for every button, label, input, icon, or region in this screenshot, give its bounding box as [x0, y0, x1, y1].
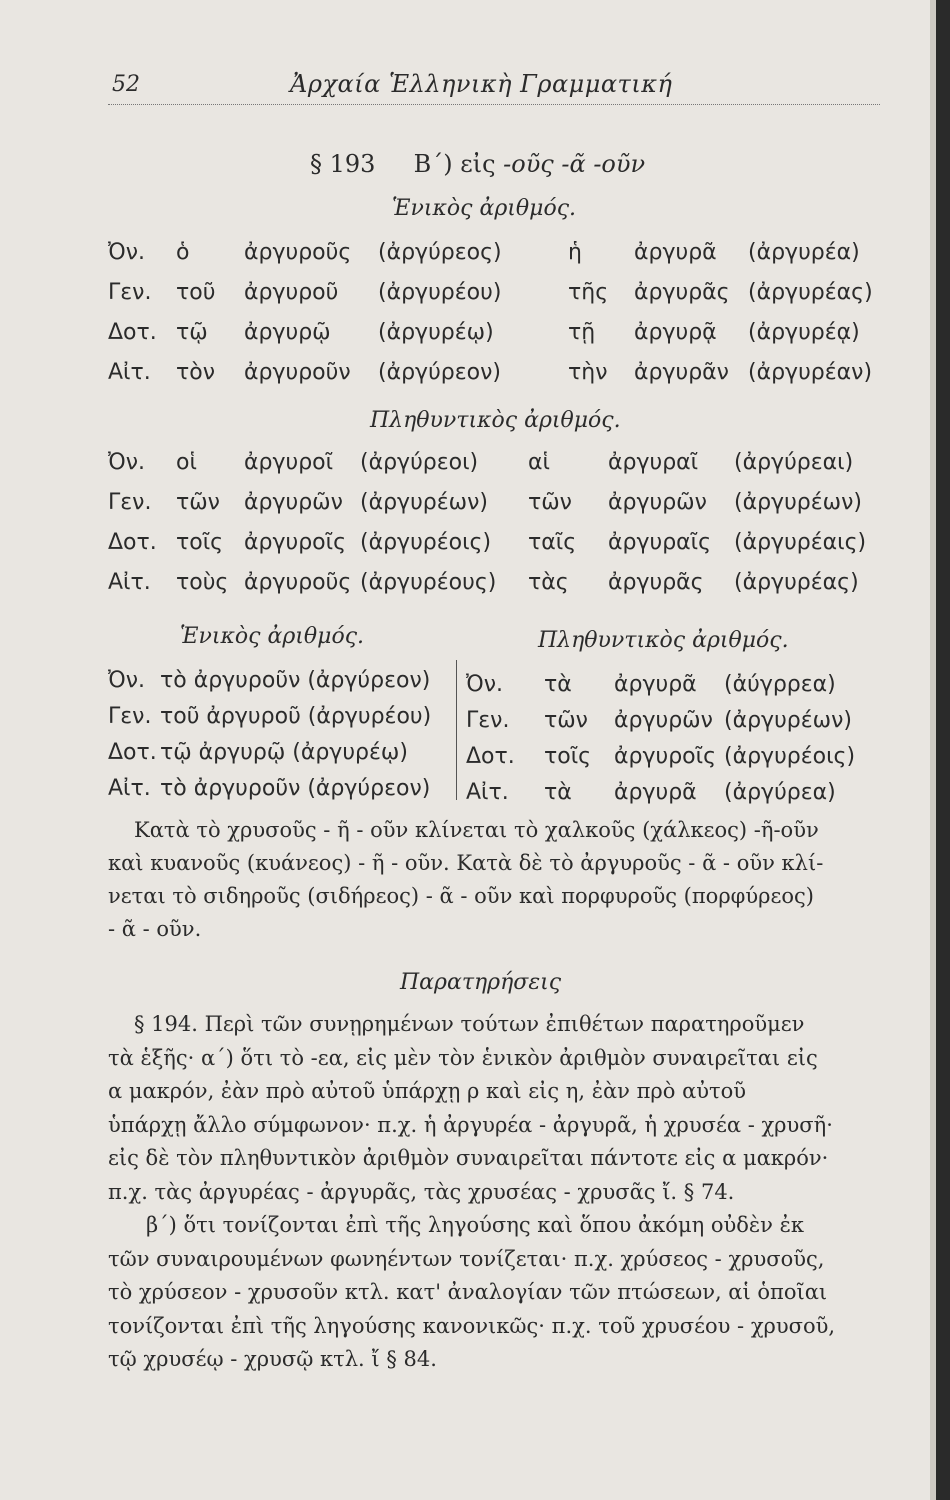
- neuter-singular-form: τὸ ἀργυροῦν (ἀργύρεον): [160, 668, 431, 693]
- section-number: § 193: [310, 150, 376, 178]
- case-label: Δοτ.: [108, 320, 157, 345]
- case-label: Ὀν.: [466, 672, 503, 697]
- uncontracted-form-masculine: (ἀργυρέῳ): [378, 320, 494, 345]
- header-rule: [108, 104, 880, 105]
- article-feminine: τῶν: [528, 490, 572, 515]
- contracted-form-masculine: ἀργυροῦν: [244, 360, 351, 385]
- observations-heading: Παρατηρήσεις: [400, 970, 562, 995]
- uncontracted-form-masculine: (ἀργυρέοις): [360, 530, 492, 555]
- contracted-form-neuter: ἀργυρᾶ: [614, 672, 697, 697]
- text-line: π.χ. τὰς ἀργυρέας - ἀργυρᾶς, τὰς χρυσέας - χρυσᾶς ἴ. § 74.: [108, 1179, 735, 1204]
- contracted-form-masculine: ἀργυροῦς: [244, 570, 352, 595]
- text-line: ὑπάρχῃ ἄλλο σύμφωνον· π.χ. ἡ ἀργυρέα - ἀργυρᾶ, ἡ χρυσέα - χρυσῆ·: [108, 1112, 833, 1137]
- contracted-form-neuter: ἀργυροῖς: [614, 744, 716, 769]
- uncontracted-form-masculine: (ἀργυρέων): [360, 490, 488, 515]
- case-label: Δοτ.: [108, 530, 157, 555]
- case-label: Αἰτ.: [108, 776, 151, 801]
- contracted-form-feminine: ἀργυρᾷ: [634, 320, 717, 345]
- uncontracted-form-feminine: (ἀργυρέα): [748, 240, 860, 265]
- uncontracted-form-neuter: (ἀργυρέοις): [724, 744, 856, 769]
- section-label: Β΄) εἰς: [413, 150, 496, 178]
- article-masculine: ὁ: [176, 240, 190, 265]
- case-label: Γεν.: [108, 490, 152, 515]
- text-line: α μακρόν, ἐὰν πρὸ αὐτοῦ ὑπάρχῃ ρ καὶ εἰς η, ἐὰν πρὸ αὐτοῦ: [108, 1079, 747, 1103]
- text-line: Κατὰ τὸ χρυσοῦς - ῆ - οῦν κλίνεται τὸ χαλκοῦς (χάλκεος) -ῆ-οῦν: [134, 818, 819, 842]
- article-masculine: τοῖς: [176, 530, 224, 555]
- table2-singular-heading: Ἑνικὸς ἀριθμός.: [180, 624, 365, 649]
- contracted-form-feminine: ἀργυρᾶ: [634, 240, 717, 265]
- text-line: εἰς δὲ τὸν πληθυντικὸν ἀριθμὸν συναιρεῖται πάντοτε εἰς α μακρόν·: [108, 1146, 829, 1170]
- case-label: Αἰτ.: [108, 570, 151, 595]
- column-divider: [456, 660, 457, 800]
- uncontracted-form-feminine: (ἀργυρέων): [734, 490, 862, 515]
- contracted-form-masculine: ἀργυροῦς: [244, 240, 352, 265]
- article-neuter: τὰ: [544, 780, 572, 805]
- text-line: τῶν συναιρουμένων φωνηέντων τονίζεται· π.χ. χρύσεος - χρυσοῦς,: [108, 1246, 825, 1271]
- text-line: τῷ χρυσέῳ - χρυσῷ κτλ. ἴ § 84.: [108, 1347, 437, 1371]
- contracted-form-neuter: ἀργυρῶν: [614, 708, 713, 733]
- uncontracted-form-neuter: (ἀργύρεα): [724, 780, 836, 805]
- article-feminine: τὰς: [528, 570, 569, 595]
- uncontracted-form-feminine: (ἀργυρέαν): [748, 360, 873, 385]
- article-masculine: τῷ: [176, 320, 208, 345]
- contracted-form-feminine: ἀργυραῖς: [608, 530, 712, 555]
- uncontracted-form-masculine: (ἀργυρέου): [378, 280, 502, 305]
- text-line: β΄) ὅτι τονίζονται ἐπὶ τῆς ληγούσης καὶ ὅπου ἀκόμη οὐδὲν ἐκ: [146, 1213, 805, 1237]
- article-feminine: τῆς: [568, 280, 609, 305]
- case-label: Ὀν.: [108, 668, 145, 693]
- contracted-form-feminine: ἀργυρᾶν: [634, 360, 729, 385]
- article-masculine: τῶν: [176, 490, 220, 515]
- article-masculine: τὸν: [176, 360, 215, 385]
- text-line: καὶ κυανοῦς (κυάνεος) - ῆ - οῦν. Κατὰ δὲ τὸ ἀργυροῦς - ᾶ - οῦν κλί-: [108, 851, 824, 875]
- text-line: νεται τὸ σιδηροῦς (σιδήρεος) - ᾶ - οῦν καὶ πορφυροῦς (πορφύρεος): [108, 884, 814, 908]
- page-number: 52: [112, 72, 140, 97]
- article-feminine: ἡ: [568, 240, 582, 265]
- neuter-singular-form: τοῦ ἀργυροῦ (ἀργυρέου): [160, 704, 432, 729]
- text-line: τὰ ἑξῆς· α΄) ὅτι τὸ -εα, εἰς μὲν τὸν ἑνικὸν ἀριθμὸν συναιρεῖται εἰς: [108, 1045, 818, 1070]
- neuter-singular-form: τὸ ἀργυροῦν (ἀργύρεον): [160, 776, 431, 801]
- section-endings: -οῦς -ᾶ -οῦν: [503, 150, 646, 178]
- uncontracted-form-feminine: (ἀργυρέᾳ): [748, 320, 860, 345]
- contracted-form-masculine: ἀργυροῖς: [244, 530, 346, 555]
- running-title: Ἀρχαία Ἑλληνικὴ Γραμματική: [290, 70, 673, 98]
- table1-singular-heading: Ἑνικὸς ἀριθμός.: [392, 196, 577, 221]
- uncontracted-form-neuter: (ἀύγρρεα): [724, 672, 836, 697]
- section-193-heading: [310, 150, 645, 178]
- article-feminine: τῇ: [568, 320, 596, 345]
- article-neuter: τῶν: [544, 708, 588, 733]
- text-line: τὸ χρύσεον - χρυσοῦν κτλ. κατ' ἀναλογίαν τῶν πτώσεων, αἱ ὁποῖαι: [108, 1280, 828, 1304]
- case-label: Γεν.: [108, 704, 152, 729]
- contracted-form-neuter: ἀργυρᾶ: [614, 780, 697, 805]
- contracted-form-feminine: ἀργυρᾶς: [634, 280, 730, 305]
- uncontracted-form-feminine: (ἀργυρέαις): [734, 530, 867, 555]
- article-neuter: τοῖς: [544, 744, 592, 769]
- text-line: τονίζονται ἐπὶ τῆς ληγούσης κανονικῶς· π.χ. τοῦ χρυσέου - χρυσοῦ,: [108, 1313, 836, 1338]
- uncontracted-form-masculine: (ἀργύρεος): [378, 240, 502, 265]
- article-masculine: οἱ: [176, 450, 197, 475]
- article-masculine: τοὺς: [176, 570, 229, 595]
- table2-plural-heading: Πληθυντικὸς ἀριθμός.: [538, 628, 789, 653]
- article-feminine: τὴν: [568, 360, 608, 385]
- contracted-form-masculine: ἀργυρῶν: [244, 490, 343, 515]
- uncontracted-form-neuter: (ἀργυρέων): [724, 708, 852, 733]
- article-masculine: τοῦ: [176, 280, 216, 305]
- case-label: Δοτ.: [108, 740, 157, 765]
- text-line: - ᾶ - οῦν.: [108, 917, 202, 941]
- contracted-form-feminine: ἀργυρῶν: [608, 490, 707, 515]
- article-feminine: ταῖς: [528, 530, 577, 555]
- uncontracted-form-feminine: (ἀργυρέας): [734, 570, 859, 595]
- uncontracted-form-masculine: (ἀργύρεοι): [360, 450, 479, 475]
- article-feminine: αἱ: [528, 450, 550, 475]
- case-label: Γεν.: [466, 708, 510, 733]
- uncontracted-form-feminine: (ἀργύρεαι): [734, 450, 854, 475]
- article-neuter: τὰ: [544, 672, 572, 697]
- text-line: § 194. Περὶ τῶν συνῃρημένων τούτων ἐπιθέτων παρατηροῦμεν: [134, 1012, 805, 1036]
- table1-plural-heading: Πληθυντικὸς ἀριθμός.: [370, 408, 621, 433]
- case-label: Ὀν.: [108, 450, 145, 475]
- scan-border: [936, 0, 950, 1500]
- contracted-form-masculine: ἀργυροῖ: [244, 450, 334, 475]
- case-label: Ὀν.: [108, 240, 145, 265]
- uncontracted-form-feminine: (ἀργυρέας): [748, 280, 873, 305]
- contracted-form-masculine: ἀργυροῦ: [244, 280, 339, 305]
- uncontracted-form-masculine: (ἀργυρέους): [360, 570, 497, 595]
- contracted-form-feminine: ἀργυραῖ: [608, 450, 699, 475]
- contracted-form-feminine: ἀργυρᾶς: [608, 570, 704, 595]
- contracted-form-masculine: ἀργυρῷ: [244, 320, 331, 345]
- neuter-singular-form: τῷ ἀργυρῷ (ἀργυρέῳ): [160, 740, 408, 765]
- case-label: Γεν.: [108, 280, 152, 305]
- case-label: Αἰτ.: [108, 360, 151, 385]
- case-label: Αἰτ.: [466, 780, 509, 805]
- uncontracted-form-masculine: (ἀργύρεον): [378, 360, 501, 385]
- case-label: Δοτ.: [466, 744, 515, 769]
